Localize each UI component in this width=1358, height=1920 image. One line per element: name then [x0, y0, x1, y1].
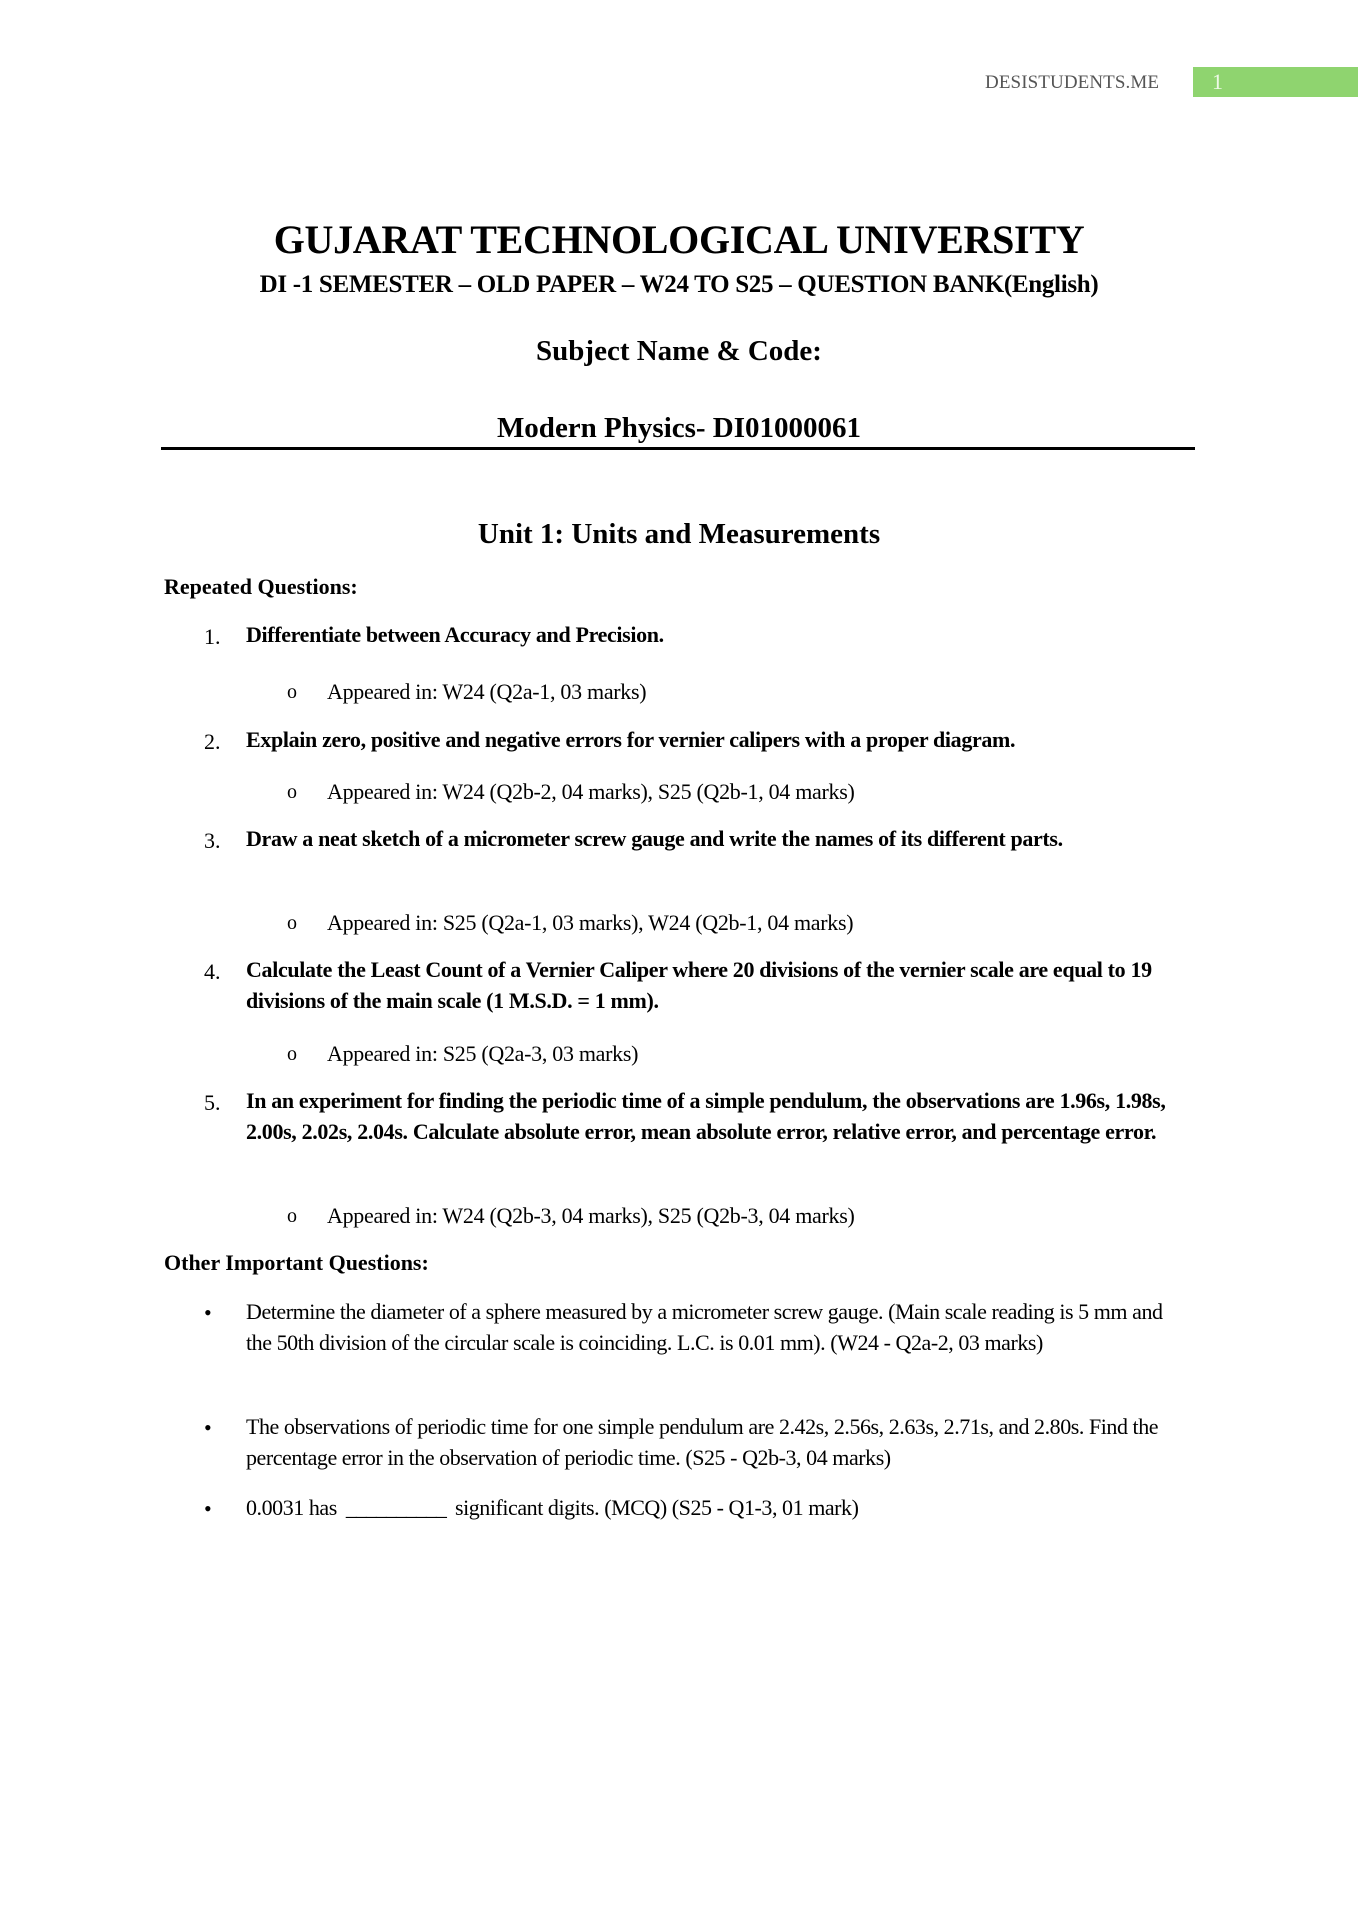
repeated-questions-heading: Repeated Questions: — [164, 574, 358, 599]
question-text: Calculate the Least Count of a Vernier Caliper where 20 divisions of the vernier scale are equal to 19 divisions of the main scale (1 M.S.D. = 1 mm). — [246, 957, 1152, 1013]
mcq-text-after: significant digits. (MCQ) (S25 - Q1-3, 01 mark) — [454, 1495, 859, 1520]
divider-rule — [161, 447, 1195, 450]
subject-value: Modern Physics- DI01000061 — [496, 412, 862, 444]
circle-bullet-icon: o — [287, 1205, 297, 1227]
unit-heading: Unit 1: Units and Measurements — [477, 518, 881, 550]
other-questions-heading: Other Important Questions: — [164, 1250, 429, 1275]
question-number: 3. — [204, 828, 221, 853]
site-name: DESISTUDENTS.ME — [985, 72, 1160, 93]
other-question-text: Determine the diameter of a sphere measured by a micrometer screw gauge. (Main scale reading is 5 mm and the 50th division of the circular scale is coinciding. L.C. is 0.01 mm). (W24 - Q2a-2, 03 marks) — [246, 1299, 1163, 1355]
circle-bullet-icon: o — [287, 1043, 297, 1065]
appeared-in: Appeared in: S25 (Q2a-1, 03 marks), W24 (Q2b-1, 04 marks) — [327, 910, 854, 935]
question-number: 1. — [204, 624, 221, 649]
fill-in-blank: __________ — [345, 1495, 446, 1520]
mcq-text-before: 0.0031 has — [246, 1495, 337, 1520]
question-number: 5. — [204, 1090, 221, 1115]
circle-bullet-icon: o — [287, 781, 297, 803]
appeared-in: Appeared in: W24 (Q2b-3, 04 marks), S25 (Q2b-3, 04 marks) — [327, 1203, 855, 1228]
document-subtitle: DI -1 SEMESTER – OLD PAPER – W24 TO S25 – QUESTION BANK(English) — [259, 271, 1099, 298]
page-number: 1 — [1212, 69, 1223, 94]
appeared-in: Appeared in: W24 (Q2b-2, 04 marks), S25 (Q2b-1, 04 marks) — [327, 779, 855, 804]
question-text: In an experiment for finding the periodic time of a simple pendulum, the observations are 1.96s, 1.98s, 2.00s, 2.02s, 2.04s. Calculate absolute error, mean absolute error, relative error, and percentage error. — [246, 1088, 1166, 1144]
document-title: GUJARAT TECHNOLOGICAL UNIVERSITY — [273, 217, 1085, 262]
question-text: Explain zero, positive and negative errors for vernier calipers with a proper diagram. — [246, 727, 1016, 752]
appeared-in: Appeared in: W24 (Q2a-1, 03 marks) — [327, 679, 647, 704]
question-number: 2. — [204, 729, 221, 754]
bullet-icon: • — [204, 1415, 212, 1440]
bullet-icon: • — [204, 1496, 212, 1521]
other-question-text — [246, 1492, 1196, 1523]
question-text: Differentiate between Accuracy and Precision. — [246, 622, 664, 647]
other-question-text: The observations of periodic time for one simple pendulum are 2.42s, 2.56s, 2.63s, 2.71s, and 2.80s. Find the percentage error in the observation of periodic time. (S25 - Q2b-3, 04 marks) — [246, 1414, 1159, 1470]
question-text: Draw a neat sketch of a micrometer screw gauge and write the names of its different parts. — [246, 826, 1063, 851]
bullet-icon: • — [204, 1300, 212, 1325]
question-number: 4. — [204, 959, 221, 984]
appeared-in: Appeared in: S25 (Q2a-3, 03 marks) — [327, 1041, 639, 1066]
subject-label: Subject Name & Code: — [536, 335, 822, 367]
circle-bullet-icon: o — [287, 912, 297, 934]
circle-bullet-icon: o — [287, 681, 297, 703]
